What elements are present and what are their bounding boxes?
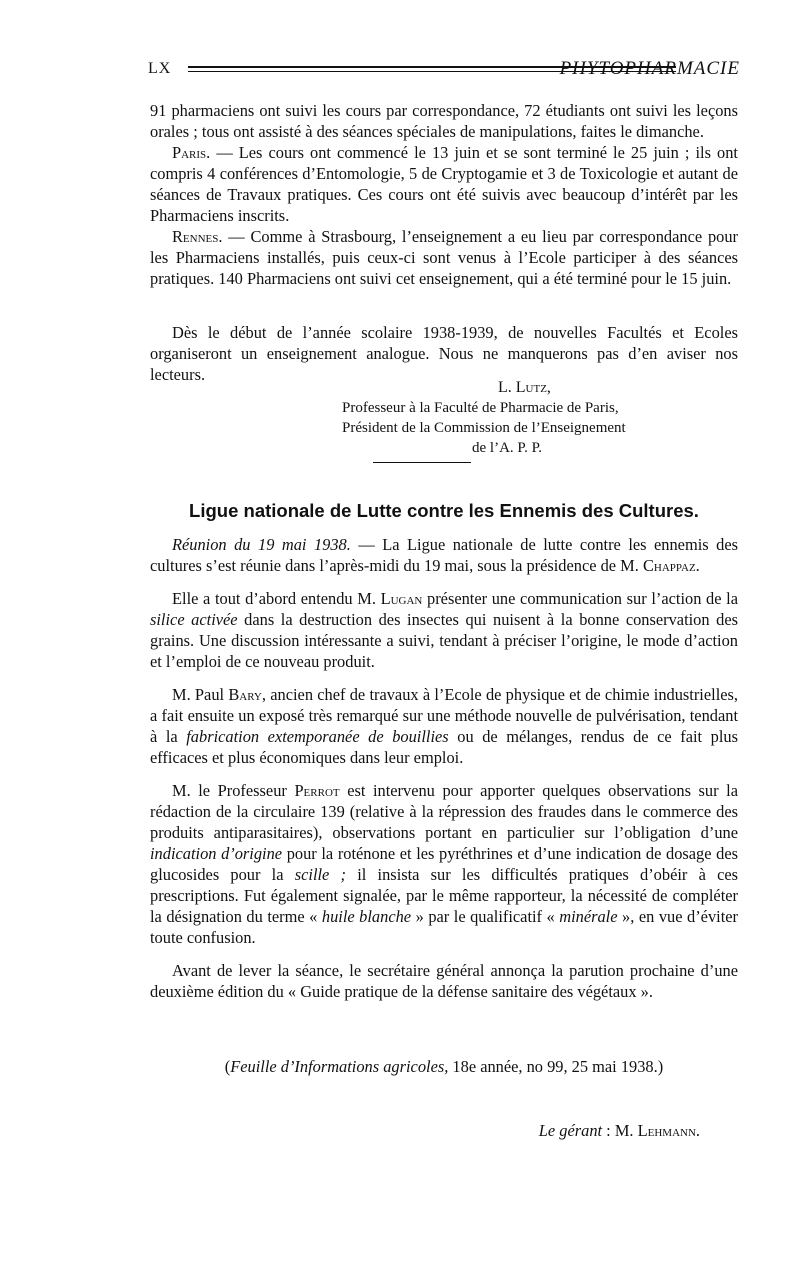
article-paragraph-1: Réunion du 19 mai 1938. — La Ligue nationale de lutte contre les ennemis des cultures s’est réunie dans l’après-midi du 19 mai, sous la présidence de M. Chappaz.: [150, 535, 738, 575]
announcement-paragraph: Dès le début de l’année scolaire 1938-1939, de nouvelles Facultés et Ecoles organiseront un enseignement analogue. Nous ne manquerons pas d’en aviser nos lecteurs.: [150, 323, 738, 384]
article-paragraph-4: M. le Professeur Perrot est intervenu pour apporter quelques observations sur la rédaction de la circulaire 139 (relative à la répression des fraudes dans le commerce des produits antiparasitaires), observations portant en particulier sur l’obligation d’une indication d’origine pour la roténone et les pyréthrines et d’une indication de dosage des glucosides pour la scille ; il insista sur les difficultés pratiques d’obéir à ces prescriptions. Fut également signalée, par le même rapporteur, la nécessité de compléter la désignation du terme « huile blanche » par le qualificatif « minérale », en vue d’éviter toute confusion.: [150, 781, 738, 947]
running-header: [148, 60, 740, 82]
signature-line-3: de l’A. P. P.: [472, 440, 543, 456]
journal-title: PHYTOPHARMACIE: [559, 58, 740, 79]
page-folio: LX: [148, 60, 172, 77]
article-paragraph-2: Elle a tout d’abord entendu M. Lugan présenter une communication sur l’action de la silice activée dans la destruction des insectes qui nuisent à la bonne conservation des grains. Une discussion intéressante a suivi, tendant à préciser l’origine, le mode d’action et l’emploi de ce nouveau produit.: [150, 589, 739, 671]
article-body: [150, 534, 738, 1002]
signature-line-2: Président de la Commission de l’Enseignement: [342, 420, 626, 436]
source-citation: (Feuille d’Informations agricoles, 18e année, no 99, 25 mai 1938.): [224, 1057, 664, 1076]
city-rennes: Rennes.: [172, 227, 223, 246]
article-paragraph-3: M. Paul Bary, ancien chef de travaux à l’Ecole de physique et de chimie industrielles, a fait ensuite un exposé très remarqué sur une méthode nouvelle de pulvérisation, tendant à la fabrication extemporanée de bouillies ou de mélanges, rendus de ce fait plus efficaces et plus économiques dans leur emploi.: [150, 685, 738, 767]
city-paris: Paris.: [172, 143, 211, 162]
paris-paragraph: Paris. — Les cours ont commencé le 13 juin et se sont terminé le 25 juin ; ils ont compris 4 conférences d’Entomologie, 5 de Cryptogamie et 3 de Toxicologie et autant de séances de Travaux pratiques. Ces cours ont été suivis avec beaucoup d’intérêt par les Pharmaciens inscrits.: [150, 143, 738, 225]
announcement: [150, 322, 738, 385]
article-paragraph-5: Avant de lever la séance, le secrétaire général annonça la parution prochaine d’une deuxième édition du « Guide pratique de la défense sanitaire des végétaux ».: [150, 961, 738, 1001]
rennes-paragraph: Rennes. — Comme à Strasbourg, l’enseignement a eu lieu par correspondance pour les Pharmaciens installés, puis ceux-ci sont venus à l’Ecole participer à des séances pratiques. 140 Pharmaciens ont suivi cet enseignement, qui a été terminé pour le 15 juin.: [150, 227, 738, 288]
courses-report: [150, 100, 738, 289]
gerant-line: Le gérant : M. Lehmann.: [538, 1121, 700, 1140]
section-separator: [373, 462, 471, 463]
signature-line-1: Professeur à la Faculté de Pharmacie de Paris,: [342, 400, 619, 416]
signature-name: L. Lutz,: [498, 379, 551, 396]
intro-paragraph: 91 pharmaciens ont suivi les cours par correspondance, 72 étudiants ont suivi les leçons orales ; tous ont assisté à des séances spéciales de manipulations, faites le dimanche.: [150, 101, 738, 141]
article-title: Ligue nationale de Lutte contre les Ennemis des Cultures.: [189, 500, 699, 521]
